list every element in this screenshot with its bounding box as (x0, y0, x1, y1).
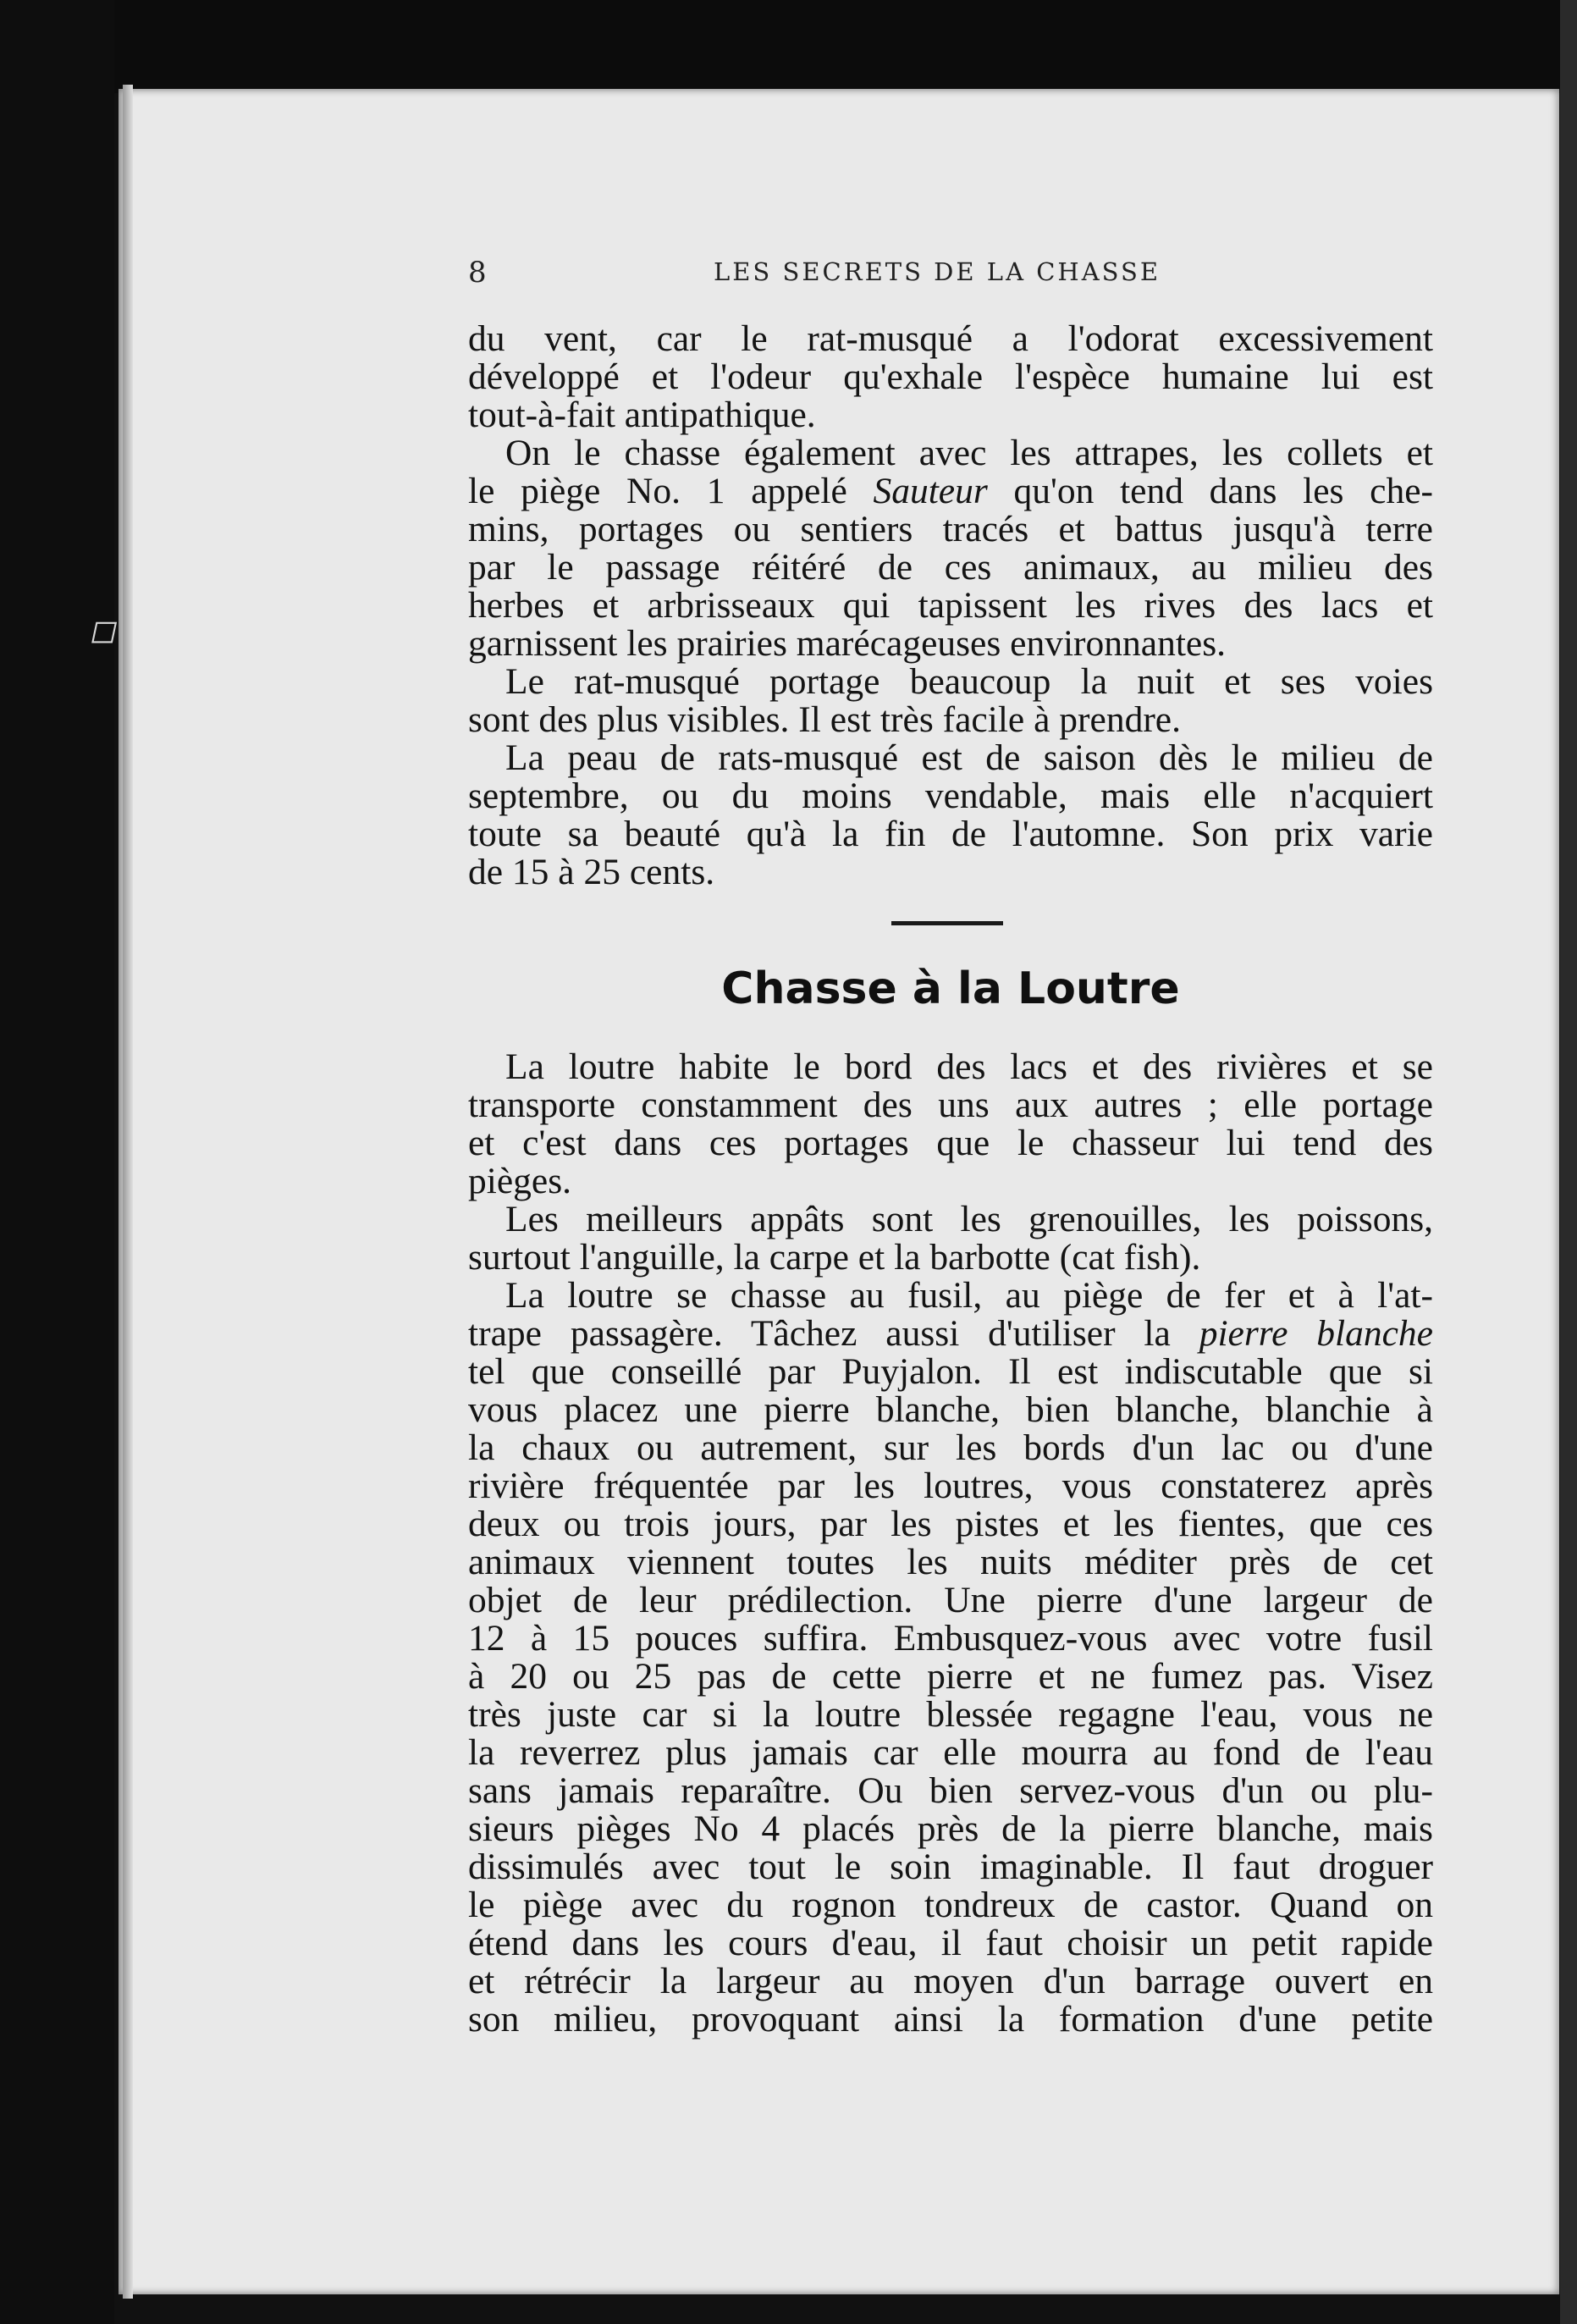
italic-term: pierre blanche (1199, 1313, 1433, 1354)
text-line: du vent, car le rat-musqué a l'odorat excessivement (468, 318, 1433, 359)
text-line: surtout l'anguille, la carpe et la barbotte (cat fish). (468, 1237, 1201, 1278)
section-divider-rule (891, 921, 1003, 925)
text-line: à 20 ou 25 pas de cette pierre et ne fumez pas. Visez (468, 1656, 1433, 1697)
text-line: son milieu, provoquant ainsi la formation d'une petite (468, 1999, 1433, 2040)
text-run: qu'on tend dans les che- (987, 471, 1434, 511)
text-line: et c'est dans ces portages que le chasseur lui tend des (468, 1123, 1433, 1163)
text-line: par le passage réitéré de ces animaux, au milieu des (468, 547, 1433, 588)
text-run: le piège No. 1 appelé (468, 471, 874, 511)
italic-term: Sauteur (873, 471, 988, 511)
text-run: trape passagère. Tâchez aussi d'utiliser la (468, 1313, 1199, 1354)
text-line: septembre, ou du moins vendable, mais elle n'acquiert (468, 776, 1433, 816)
text-line: très juste car si la loutre blessée regagne l'eau, vous ne (468, 1694, 1433, 1735)
text-line: La loutre se chasse au fusil, au piège de fer et à l'at- (505, 1275, 1433, 1316)
text-line: 12 à 15 pouces suffira. Embusquez-vous avec votre fusil (468, 1618, 1433, 1659)
scan-background-top (0, 0, 1577, 93)
text-line (468, 1315, 1433, 1353)
text-line: dissimulés avec tout le soin imaginable. Il faut droguer (468, 1847, 1433, 1887)
text-line: tel que conseillé par Puyjalon. Il est indiscutable que si (468, 1351, 1433, 1392)
text-line: animaux viennent toutes les nuits méditer près de cet (468, 1542, 1433, 1582)
text-line: transporte constamment des uns aux autres ; elle portage (468, 1085, 1433, 1125)
text-line: Le rat-musqué portage beaucoup la nuit et ses voies (505, 661, 1433, 702)
text-line: garnissent les prairies marécageuses environnantes. (468, 623, 1227, 664)
text-line (468, 472, 1433, 511)
section-heading: Chasse à la Loutre (721, 963, 1180, 1014)
text-line: et rétrécir la largeur au moyen d'un barrage ouvert en (468, 1961, 1433, 2001)
page-number: 8 (468, 256, 487, 290)
page-binding-edge (123, 85, 133, 2299)
scan-background-right (1560, 0, 1577, 2324)
text-line: La peau de rats-musqué est de saison dès le milieu de (505, 737, 1433, 778)
scan-background-left (0, 0, 114, 2324)
text-line: la reverrez plus jamais car elle mourra au fond de l'eau (468, 1732, 1433, 1773)
text-line: la chaux ou autrement, sur les bords d'un lac ou d'une (468, 1427, 1433, 1468)
text-line: mins, portages ou sentiers tracés et battus jusqu'à terre (468, 509, 1433, 549)
text-line: vous placez une pierre blanche, bien blanche, blanchie à (468, 1389, 1433, 1430)
text-line: rivière fréquentée par les loutres, vous constaterez après (468, 1466, 1433, 1506)
body-text-section-1 (468, 320, 1433, 892)
text-line: le piège avec du rognon tondreux de castor. Quand on (468, 1885, 1433, 1925)
body-text-section-2 (468, 1048, 1433, 2039)
running-head-title: LES SECRETS DE LA CHASSE (714, 257, 1161, 286)
text-line: La loutre habite le bord des lacs et des rivières et se (505, 1046, 1433, 1087)
margin-mark: ◻ (87, 611, 123, 649)
text-line: Les meilleurs appâts sont les grenouilles, les poissons, (505, 1199, 1433, 1239)
text-line: sieurs pièges No 4 placés près de la pierre blanche, mais (468, 1808, 1433, 1849)
text-line: objet de leur prédilection. Une pierre d'une largeur de (468, 1580, 1433, 1620)
text-line: de 15 à 25 cents. (468, 852, 715, 892)
text-line: On le chasse également avec les attrapes, les collets et (505, 433, 1433, 473)
text-line: développé et l'odeur qu'exhale l'espèce humaine lui est (468, 356, 1433, 397)
text-line: herbes et arbrisseaux qui tapissent les rives des lacs et (468, 585, 1433, 626)
text-line: deux ou trois jours, par les pistes et les fientes, que ces (468, 1504, 1433, 1544)
text-line: étend dans les cours d'eau, il faut choisir un petit rapide (468, 1923, 1433, 1963)
text-line: pièges. (468, 1161, 572, 1201)
running-head (468, 256, 1433, 290)
text-line: toute sa beauté qu'à la fin de l'automne. Son prix varie (468, 814, 1433, 854)
text-line: sont des plus visibles. Il est très facile à prendre. (468, 699, 1181, 740)
text-line: sans jamais reparaître. Ou bien servez-vous d'un ou plu- (468, 1770, 1433, 1811)
text-line: tout-à-fait antipathique. (468, 395, 816, 435)
